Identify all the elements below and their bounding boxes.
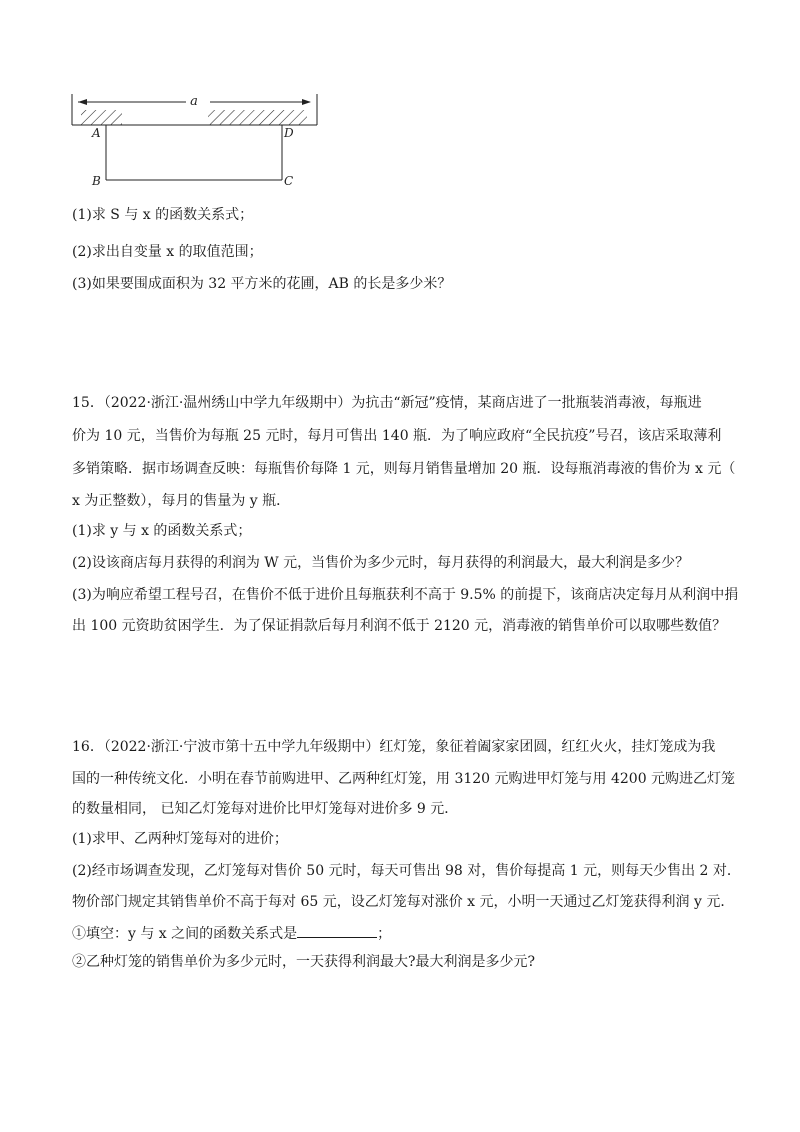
q14-part3: (3)如果要围成面积为 32 平方米的花圃，AB 的长是多少米？ xyxy=(72,276,452,292)
garden-fence-diagram xyxy=(68,88,320,190)
q16-line1: 16．（2022·浙江·宁波市第十五中学九年级期中）红灯笼，象征着阖家家团圆，红红火火，挂灯笼成为我 xyxy=(72,739,716,755)
q15-part3b: 出 100 元资助贫困学生．为了保证捐款后每月利润不低于 2120 元，消毒液的销售单价可以取哪些数值？ xyxy=(72,618,727,634)
q16-line3: 的数量相同， 已知乙灯笼每对进价比甲灯笼每对进价多 9 元． xyxy=(72,801,459,817)
q15-line2: 价为 10 元，当售价为每瓶 25 元时，每月可售出 140 瓶．为了响应政府“全民抗疫”号召，该店采取薄利 xyxy=(72,428,722,444)
q14-part2: (2)求出自变量 x 的取值范围； xyxy=(72,244,263,260)
q16-subq1-text: ①填空：y 与 x 之间的函数关系式是 xyxy=(72,926,298,942)
q16-line2: 国的一种传统文化．小明在春节前购进甲、乙两种红灯笼，用 3120 元购进甲灯笼与用 4200 元购进乙灯笼 xyxy=(72,771,736,787)
label-B: B xyxy=(92,174,101,188)
q15-line4: x 为正整数），每月的售量为 y 瓶． xyxy=(72,493,291,509)
q15-line3: 多销策略．据市场调查反映：每瓶售价每降 1 元，则每月销售量增加 20 瓶．设每瓶消毒液的售价为 x 元（ xyxy=(72,461,736,477)
q14-part1: (1)求 S 与 x 的函数关系式； xyxy=(72,207,254,223)
q16-subq1 xyxy=(72,923,391,944)
q15-part2: (2)设该商店每月获得的利润为 W 元，当售价为多少元时，每月获得的利润最大，最大利润是多少？ xyxy=(72,555,690,571)
wall-gap xyxy=(122,110,208,125)
label-a: a xyxy=(190,94,198,109)
q16-subq1-end: ； xyxy=(377,926,392,942)
answer-blank[interactable] xyxy=(297,923,377,938)
label-A: A xyxy=(92,126,101,140)
q15-part1: (1)求 y 与 x 的函数关系式； xyxy=(72,523,252,539)
arrowhead-right xyxy=(302,99,311,105)
q15-line1: 15．（2022·浙江·温州绣山中学九年级期中）为抗击“新冠”疫情，某商店进了一批瓶装消毒液，每瓶进 xyxy=(72,395,702,411)
arrowhead-left xyxy=(78,99,87,105)
q16-part2b: 物价部门规定其销售单价不高于每对 65 元，设乙灯笼每对涨价 x 元，小明一天通过乙灯笼获得利润 y 元． xyxy=(72,894,735,910)
q15-part3a: (3)为响应希望工程号召，在售价不低于进价且每瓶获利不高于 9.5% 的前提下，该商店决定每月从利润中捐 xyxy=(72,587,739,603)
label-D: D xyxy=(284,126,294,140)
q16-subq2: ②乙种灯笼的销售单价为多少元时，一天获得利润最大?最大利润是多少元? xyxy=(72,954,536,970)
label-C: C xyxy=(284,174,294,188)
q16-part2a: (2)经市场调查发现，乙灯笼每对售价 50 元时，每天可售出 98 对，售价每提高 1 元，则每天少售出 2 对． xyxy=(72,863,741,879)
q16-part1: (1)求甲、乙两种灯笼每对的进价； xyxy=(72,831,288,847)
